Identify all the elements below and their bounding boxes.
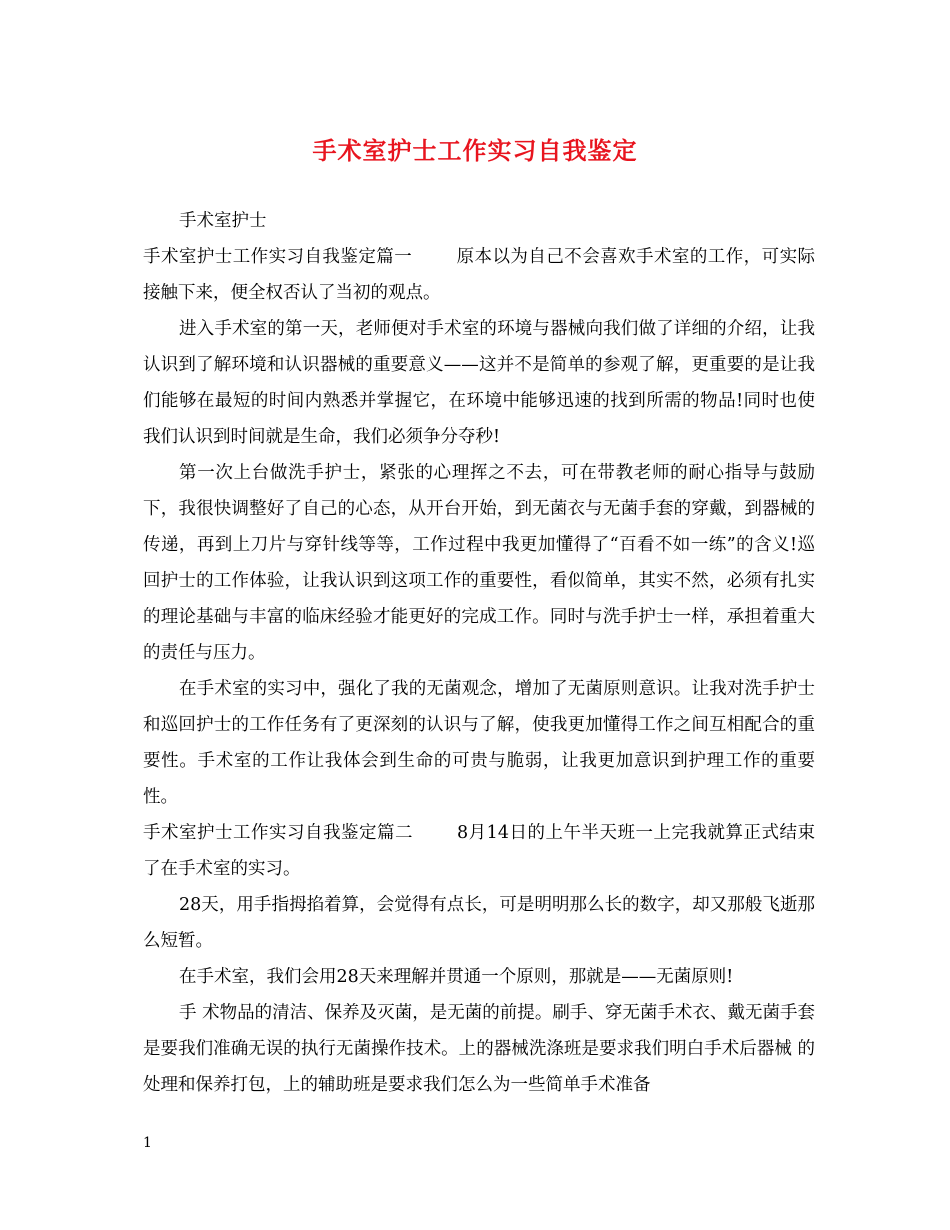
document-title: 手术室护士工作实习自我鉴定	[312, 137, 638, 165]
paragraph-text: 原本以为自己不会喜欢手术室的工作，可实际接触下来，便全权否认了当初的观点。	[143, 247, 816, 303]
paragraph: 进入手术室的第一天，老师便对手术室的环境与器械向我们做了详细的介绍，让我认识到了解环境和认识器械的重要意义——这并不是简单的参观了解，更重要的是让我们能够在最短的时间内熟悉并掌握它，在环境中能够迅速的找到所需的物品!同时也使我们认识到时间就是生命，我们必须争分夺秒!	[143, 319, 815, 447]
page-number: 1	[143, 1135, 152, 1151]
paragraph: 第一次上台做洗手护士，紧张的心理挥之不去，可在带教老师的耐心指导与鼓励下，我很快调整好了自己的心态，从开台开始，到无菌衣与无菌手套的穿戴，到器械的传递，再到上刀片与穿针线等等，工作过程中我更加懂得了“百看不如一练”的含义!巡回护士的工作体验，让我认识到这项工作的重要性，看似简单，其实不然，必须有扎实的理论基础与丰富的临床经验才能更好的完成工作。同时与洗手护士一样，承担着重大的责任与压力。	[143, 463, 815, 663]
section-heading: 手术室护士工作实习自我鉴定篇二	[143, 823, 414, 843]
document-body	[143, 203, 815, 1103]
paragraph: 在手术室的实习中，强化了我的无菌观念，增加了无菌原则意识。让我对洗手护士和巡回护士的工作任务有了更深刻的认识与了解，使我更加懂得工作之间互相配合的重要性。手术室的工作让我体会到生命的可贵与脆弱，让我更加意识到护理工作的重要性。	[143, 679, 815, 807]
paragraph: 在手术室，我们会用28天来理解并贯通一个原则，那就是——无菌原则!	[179, 967, 734, 987]
section-heading: 手术室护士工作实习自我鉴定篇一	[143, 247, 413, 267]
paragraph: 手术室护士	[179, 211, 267, 231]
paragraph: 28天，用手指拇掐着算，会觉得有点长，可是明明那么长的数字，却又那般飞逝那么短暂。	[143, 895, 815, 951]
paragraph: 手 术物品的清洁、保养及灭菌，是无菌的前提。刷手、穿无菌手术衣、戴无菌手套是要我们准确无误的执行无菌操作技术。上的器械洗涤班是要求我们明白手术后器械 的处理和保养打包，上的辅助班是要求我们怎么为一些简单手术准备	[143, 1003, 815, 1095]
paragraph	[143, 239, 815, 311]
paragraph-text: 8月14日的上午半天班一上完我就算正式结束了在手术室的实习。	[143, 823, 816, 879]
paragraph	[143, 815, 815, 887]
